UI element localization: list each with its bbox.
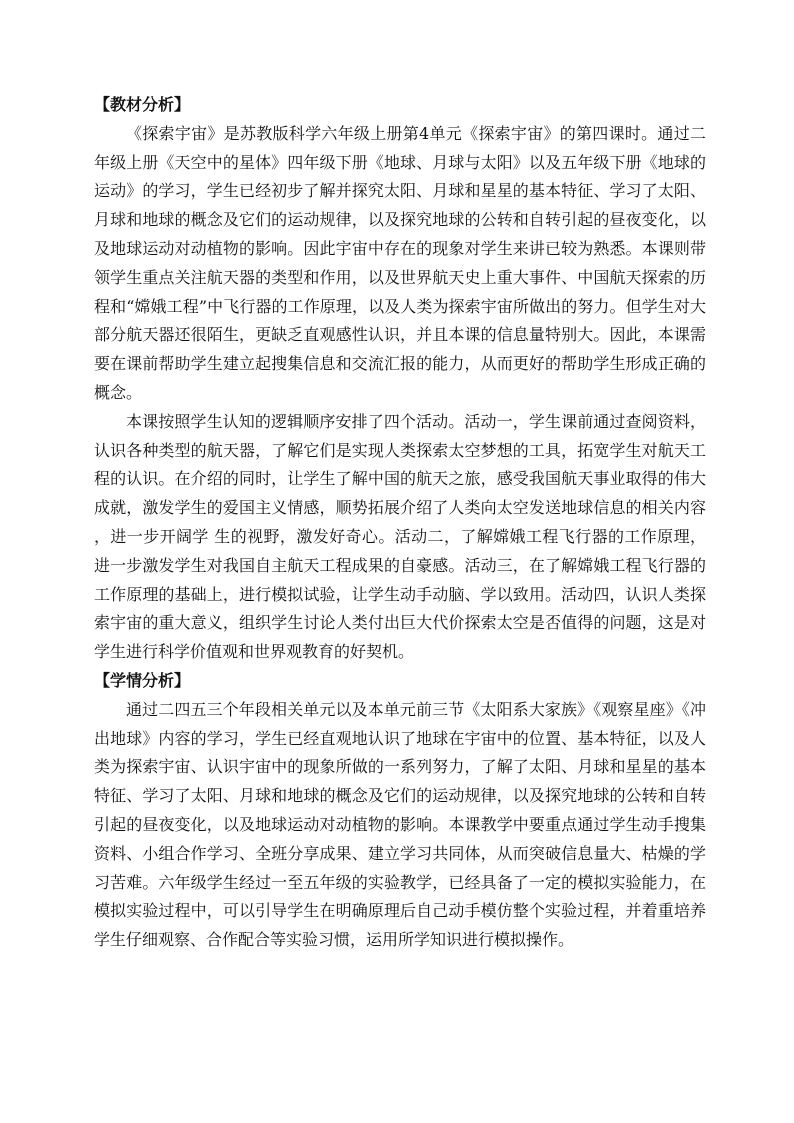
section-heading-textbook-analysis: 【教材分析】: [94, 95, 191, 114]
paragraph-student-analysis-1: 通过二四五三个年段相关单元以及本单元前三节《太阳系大家族》《观察星座》《冲出地球》内容的学习，学生已经直观地认识了地球在宇宙中的位置、基本特征，以及人类为探索宇宙、认识宇宙中的现象所做的一系列努力，了解了太阳、月球和星星的基本特征、学习了太阳、月球和地球的概念及它们的运动规律，以及探究地球的公转和自转引起的昼夜变化，以及地球运动对动植物的影响。本课教学中要重点通过学生动手搜集资料、小组合作学习、全班分享成果、建立学习共同体，从而突破信息量大、枯燥的学习苦难。六年级学生经过一至五年级的实验教学，已经具备了一定的模拟实验能力，在模拟实验过程中，可以引导学生在明确原理后自己动手模仿整个实验过程，并着重培养学生仔细观察、合作配合等实验习惯，运用所学知识进行模拟操作。: [94, 699, 706, 950]
paragraph-textbook-analysis-1: 《探索宇宙》是苏教版科学六年级上册第4单元《探索宇宙》的第四课时。通过二年级上册《天空中的星体》四年级下册《地球、月球与太阳》以及五年级下册《地球的运动》的学习，学生已经初步了解并探究太阳、月球和星星的基本特征、学习了太阳、月球和地球的概念及它们的运动规律，以及探究地球的公转和自转引起的昼夜变化，以及地球运动对动植物的影响。因此宇宙中存在的现象对学生来讲已较为熟悉。本课则带领学生重点关注航天器的类型和作用，以及世界航天史上重大事件、中国航天探索的历程和“嫦娥工程”中飞行器的工作原理，以及人类为探索宇宙所做出的努力。但学生对大部分航天器还很陌生，更缺乏直观感性认识，并且本课的信息量特别大。因此，本课需要在课前帮助学生建立起搜集信息和交流汇报的能力，从而更好的帮助学生形成正确的概念。: [94, 123, 706, 402]
paragraph-textbook-analysis-2: 本课按照学生认知的逻辑顺序安排了四个活动。活动一，学生课前通过查阅资料，认识各种类型的航天器，了解它们是实现人类探索太空梦想的工具，拓宽学生对航天工程的认识。在介绍的同时，让学生了解中国的航天之旅，感受我国航天事业取得的伟大成就，激发学生的爱国主义情感，顺势拓展介绍了人类向太空发送地球信息的相关内容，进一步开阔学 生的视野，激发好奇心。活动二，了解嫦娥工程飞行器的工作原理，进一步激发学生对我国自主航天工程成果的自豪感。活动三，在了解嫦娥工程飞行器的工作原理的基础上，进行模拟试验，让学生动手动脑、学以致用。活动四，认识人类探索宇宙的重大意义，组织学生讨论人类付出巨大代价探索太空是否值得的问题，这是对学生进行科学价值观和世界观教育的好契机。: [94, 411, 706, 662]
section-heading-student-analysis: 【学情分析】: [94, 670, 191, 690]
document-body: [94, 91, 706, 955]
